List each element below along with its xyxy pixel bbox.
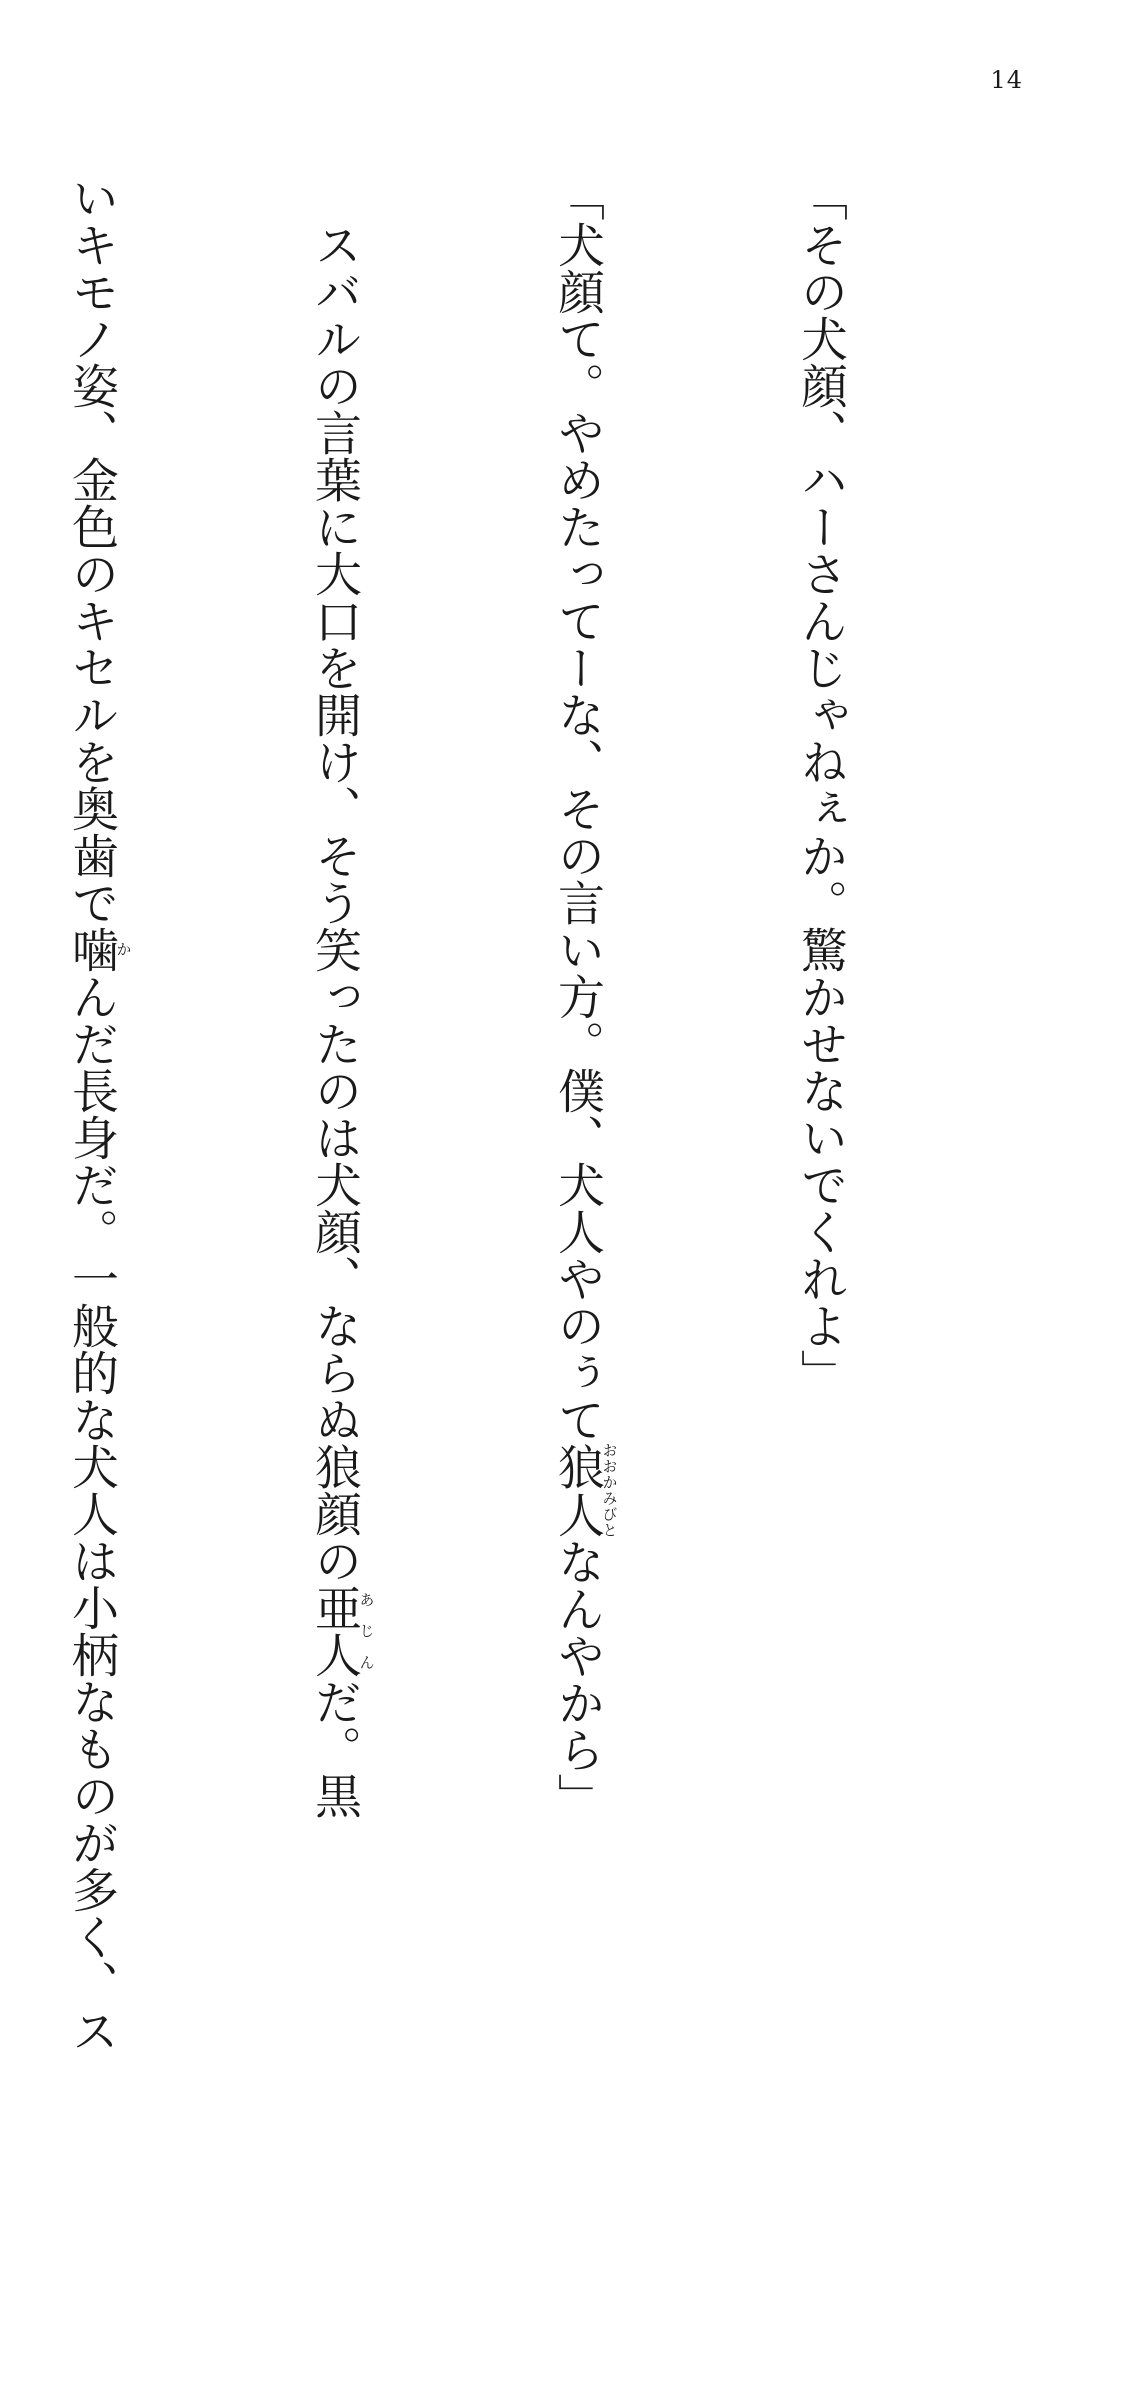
text-line: いキモノ姿、金色のキセルを奥歯で噛かんだ長身だ。一般的な犬人は小柄なものが多く、ス <box>64 174 133 2054</box>
novel-text-block <box>0 174 1023 2054</box>
page-number: 14 <box>990 66 1023 94</box>
ruby-annotation: 亜人あじん <box>307 1584 376 1678</box>
text-line: 「その犬顔、ハーさんじゃねぇか。驚かせないでくれよ」 <box>793 174 848 1396</box>
text-line: スバルの言葉に大口を開け、そう笑ったのは犬顔、ならぬ狼顔の亜人あじんだ。黒 <box>307 174 376 1819</box>
ruby-annotation: 狼人おおかみびと <box>550 1442 619 1539</box>
ruby-annotation: 噛か <box>64 926 133 973</box>
text-line: 「犬顔て。やめたってーな、その言い方。僕、犬人やのぅて狼人おおかみびとなんやから」 <box>550 174 619 1820</box>
